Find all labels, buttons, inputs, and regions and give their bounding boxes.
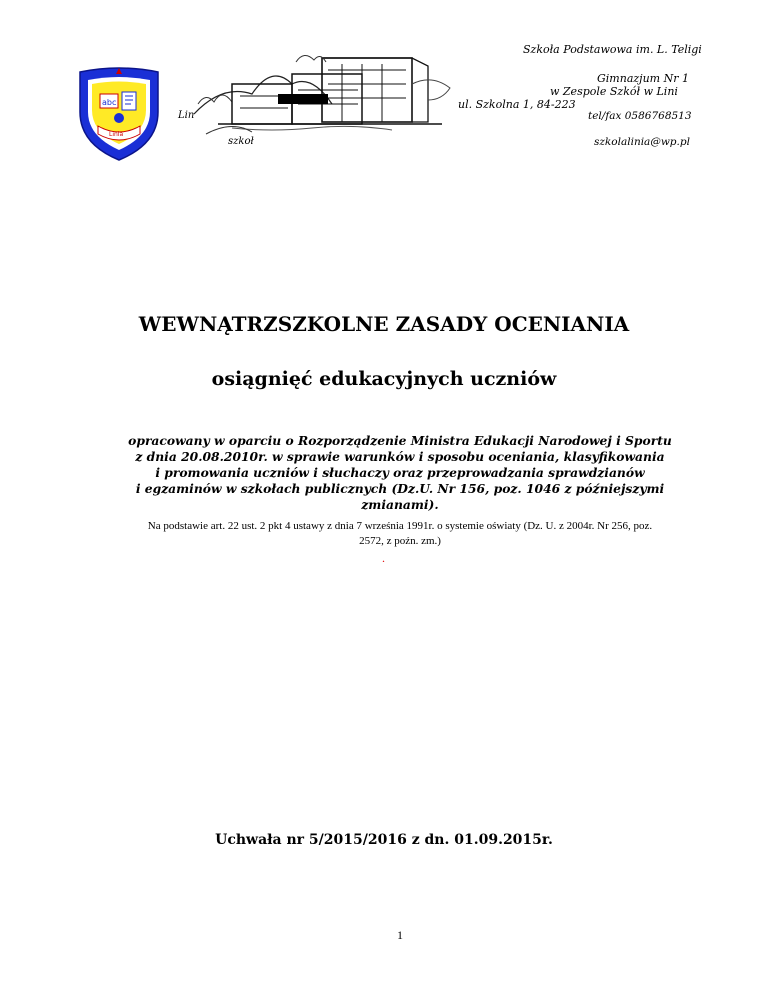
regulation-line: z dnia 20.08.2010r. w sprawie warunków i sposobu oceniania, klasyfikowania (135, 449, 665, 464)
school-name: Szkoła Podstawowa im. L. Teligi (523, 43, 702, 56)
document-subtitle: osiągnięć edukacyjnych uczniów (211, 368, 557, 390)
school-phone: tel/fax 0586768513 (588, 110, 692, 122)
school-address: ul. Szkolna 1, 84-223 (458, 98, 576, 111)
school-crest-logo (76, 66, 162, 162)
regulation-line: opracowany w oparciu o Rozporządzenie Ministra Edukacji Narodowej i Sportu (128, 433, 672, 448)
regulation-line: zmianami). (361, 497, 439, 512)
header-fragment-left: Lin (178, 110, 195, 121)
document-title: WEWNĄTRZSZKOLNE ZASADY OCENIANIA (138, 312, 630, 336)
legal-note-line: Na podstawie art. 22 ust. 2 pkt 4 ustawy z dnia 7 września 1991r. o systemie oświaty (Dz. U. z 2004r. Nr 256, poz. (147, 520, 653, 532)
page-number: 1 (397, 928, 403, 942)
school-complex: w Zespole Szkół w Lini (550, 85, 678, 98)
school-building-sketch (192, 44, 454, 138)
school-email: szkolalinia@wp.pl (594, 136, 690, 148)
legal-note-line: 2572, z poźn. zm.) (359, 535, 441, 547)
gimnazjum-name: Gimnazjum Nr 1 (597, 72, 689, 85)
regulation-line: i promowania uczniów i słuchaczy oraz przeprowadzania sprawdzianów (155, 465, 645, 480)
red-dot-mark: . (382, 551, 385, 565)
svg-text:abc: abc (102, 98, 117, 107)
resolution-line: Uchwała nr 5/2015/2016 z dn. 01.09.2015r. (215, 832, 553, 848)
legal-note (110, 519, 690, 549)
svg-text:Linia: Linia (109, 131, 124, 138)
regulation-basis (110, 433, 690, 513)
header-fragment-bottom: szkoł (228, 136, 254, 147)
regulation-line: i egzaminów w szkołach publicznych (Dz.U. Nr 156, poz. 1046 z późniejszymi (135, 481, 665, 496)
